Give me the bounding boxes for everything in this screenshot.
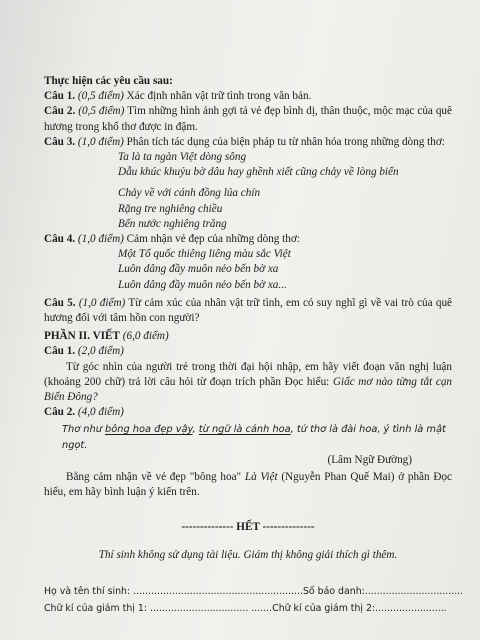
end-marker: -------------- HẾT -------------- (181, 521, 315, 534)
question-3: Câu 3. (1,0 điểm) Phân tích tác dụng của biện pháp tu từ nhân hóa trong những dòng thơ: (44, 135, 445, 148)
verse-line: Dẫu khúc khuỷu bờ dâu hay ghềnh xiết cũng chảy về lòng biển (118, 166, 399, 179)
verse-line: Bến nước nghiêng trăng (118, 217, 227, 230)
verse-line: Rặng tre nghiêng chiều (118, 202, 223, 215)
verse-q4 (44, 247, 452, 293)
verse-q3-part2 (44, 186, 452, 232)
proctor-signature-line: Chữ kí của giám thị 1: ................................. .......Chữ kí của giám thị 2:........................ (44, 602, 447, 614)
section-intro: Thực hiện các yêu cầu sau: (44, 75, 173, 87)
quote: Thơ như bông hoa đẹp vậy, từ ngữ là cánh hoa, tứ thơ là đài hoa, ý tình là mật ngọt. (62, 424, 446, 451)
question-1: Câu 1. (0,5 điểm) Xác định nhân vật trữ tình trong văn bản. (44, 90, 312, 103)
verse-q3-part1 (44, 150, 452, 180)
question-4: Câu 4. (1,0 điểm) Cảm nhận vẻ đẹp của những dòng thơ: (44, 233, 300, 246)
writing-question-2: Bằng cảm nhận về vẻ đẹp "bông hoa" Là Việt (Nguyễn Phan Quế Mai) ở phần Đọc hiểu, em hãy bình luận ý kiến trên. (44, 471, 452, 499)
writing-question-2-heading: Câu 2. (4,0 điểm) (44, 406, 124, 419)
question-5: Câu 5. (1,0 điểm) Từ cảm xúc của nhân vật trữ tình, em có suy nghĩ gì về vai trò của quê hương đối với tâm hồn con người? (44, 296, 453, 325)
verse-line: Luôn dâng đầy muôn nẻo bến bờ xa (118, 263, 279, 276)
verse-line: Một Tổ quốc thiêng liêng màu sắc Việt (118, 248, 291, 261)
verse-line: Chảy về với cánh đồng lúa chín (118, 187, 261, 200)
writing-question-1-heading: Câu 1. (2,0 điểm) (44, 345, 124, 358)
exam-note: Thí sinh không sử dụng tài liệu. Giám thị không giải thích gì thêm. (98, 548, 398, 561)
part-2-heading: PHẦN II. VIẾT (6,0 điểm) (44, 330, 169, 343)
candidate-info-line: Họ và tên thí sinh: .........................................................Số báo danh:................................. (44, 585, 464, 597)
verse-line: Luôn dâng đầy muôn nẻo bến bờ xa... (118, 278, 287, 291)
quote-author: (Lâm Ngữ Đường) (327, 453, 412, 466)
question-2: Câu 2. (0,5 điểm) Tìm những hình ảnh gợi tả vẻ đẹp bình dị, thân thuộc, mộc mạc của quê hương trong khổ thơ được in đậm. (44, 105, 452, 133)
writing-question-1: Từ góc nhìn của người trẻ trong thời đại hội nhập, em hãy viết đoạn văn nghị luận (khoảng 200 chữ) trả lời câu hỏi từ đoạn trích phần Đọc hiểu: Giấc mơ nào từng tắt cạn Biển Đông? (44, 360, 453, 404)
signature-block (44, 583, 464, 617)
exam-content (44, 74, 464, 617)
verse-line: Ta là ta ngàn Việt dòng sông (118, 151, 247, 164)
